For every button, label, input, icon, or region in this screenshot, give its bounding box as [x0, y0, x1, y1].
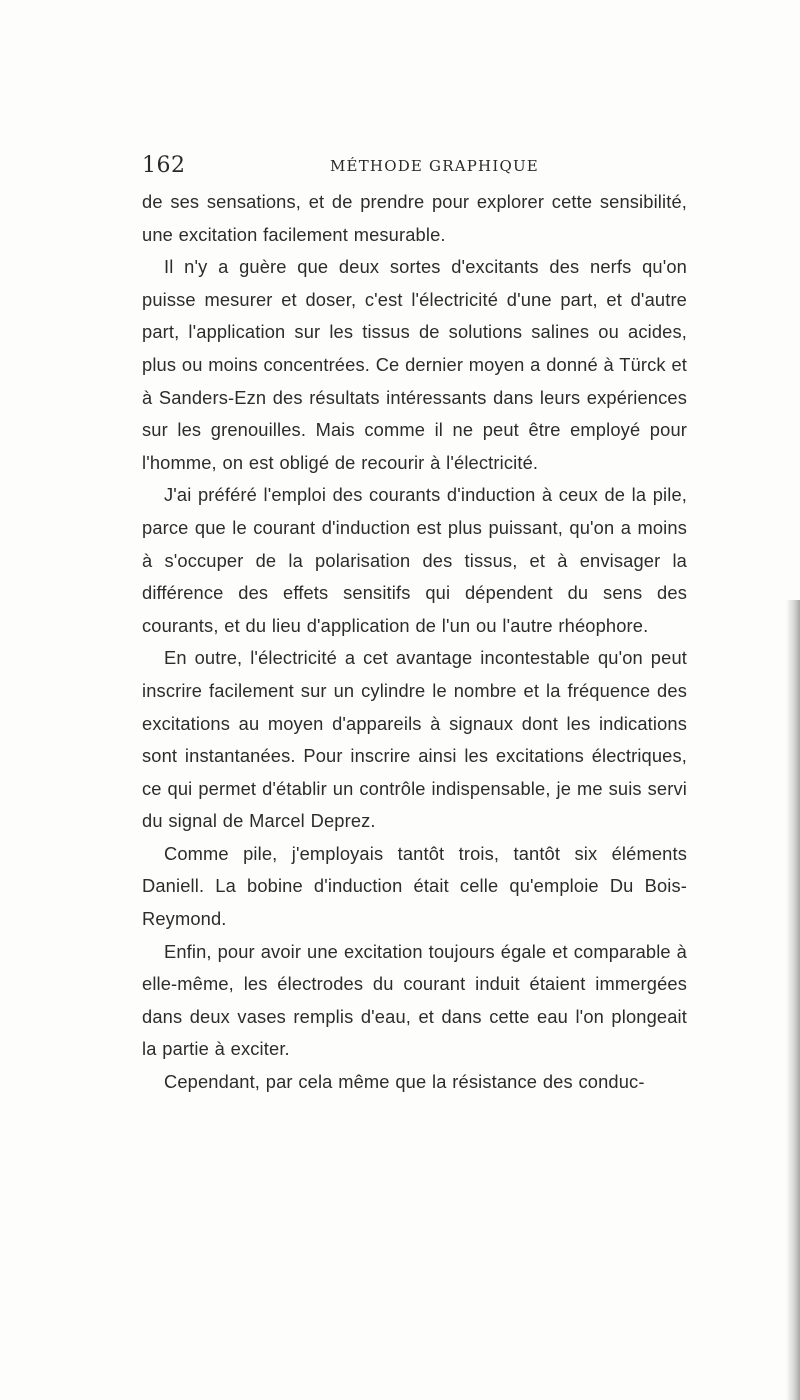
page-number: 162 [142, 153, 186, 178]
body-text [142, 186, 687, 1099]
running-title: MÉTHODE GRAPHIQUE [330, 157, 539, 175]
paragraph-7: Cependant, par cela même que la résistance des conduc- [164, 1071, 645, 1093]
paragraph-2: Il n'y a guère que deux sortes d'excitants des nerfs qu'on puisse mesurer et doser, c'est l'électricité d'une part, et d'autre part, l'application sur les tissus de solutions salines ou acides, plus ou moins concentrées. Ce dernier moyen a donné à Türck et à Sanders-Ezn des résultats intéressants dans leurs expériences sur les grenouilles. Mais comme il ne peut être employé pour l'homme, on est obligé de recourir à l'électricité. [142, 256, 687, 473]
paragraph-1: de ses sensations, et de prendre pour explorer cette sensibilité, une excitation facilement mesurable. [142, 191, 687, 245]
paragraph-6: Enfin, pour avoir une excitation toujours égale et comparable à elle-même, les électrodes du courant induit étaient immergées dans deux vases remplis d'eau, et dans cette eau l'on plongeait la partie à exciter. [142, 940, 687, 1060]
paragraph-4: En outre, l'électricité a cet avantage incontestable qu'on peut inscrire facilement sur un cylindre le nombre et la fréquence des excitations au moyen d'appareils à signaux dont les indications sont instantanées. Pour inscrire ainsi les excitations électriques, ce qui permet d'établir un contrôle indispensable, je me suis servi du signal de Marcel Deprez. [142, 647, 687, 832]
paragraph-3: J'ai préféré l'emploi des courants d'induction à ceux de la pile, parce que le courant d'induction est plus puissant, qu'on a moins à s'occuper de la polarisation des tissus, et à envisager la différence des effets sensitifs qui dépendent du sens des courants, et du lieu d'application de l'un ou l'autre rhéophore. [142, 484, 687, 636]
page-edge-shadow [786, 600, 800, 1400]
paragraph-5: Comme pile, j'employais tantôt trois, tantôt six éléments Daniell. La bobine d'induction était celle qu'emploie Du Bois-Reymond. [142, 842, 687, 930]
running-head [142, 153, 682, 187]
